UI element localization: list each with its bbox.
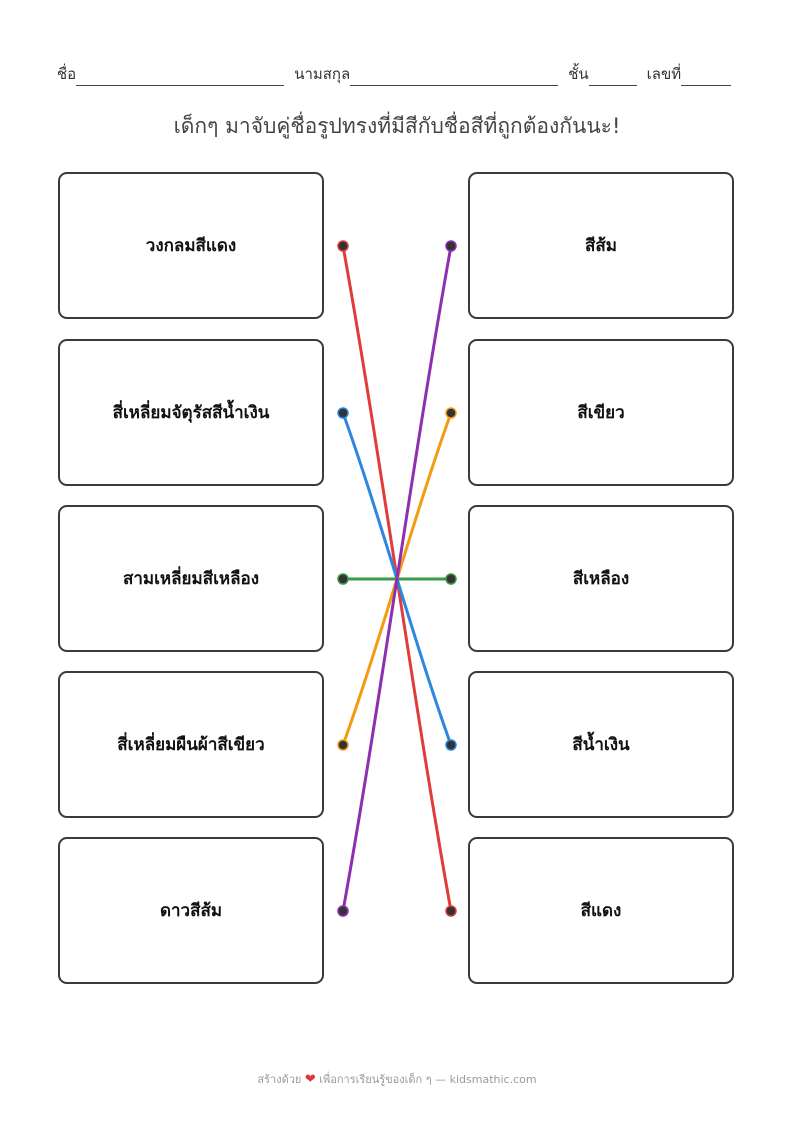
right-anchor-dot-5[interactable] xyxy=(446,241,456,251)
surname-label: นามสกุล xyxy=(294,65,351,83)
class-label: ชั้น xyxy=(568,65,589,83)
left-card-label: ดาวสีส้ม xyxy=(159,901,223,921)
left-anchor-dot-1[interactable] xyxy=(338,241,348,251)
left-card-label: สี่เหลี่ยมจัตุรัสสีน้ำเงิน xyxy=(112,403,270,423)
footer xyxy=(0,1070,794,1088)
left-anchor-dot-3[interactable] xyxy=(338,574,348,584)
right-card-label: สีเขียว xyxy=(577,403,625,423)
left-anchor-dot-5[interactable] xyxy=(338,906,348,916)
right-card-label: สีส้ม xyxy=(585,236,617,256)
right-card-label: สีแดง xyxy=(580,901,622,921)
left-card-label: สามเหลี่ยมสีเหลือง xyxy=(122,569,260,589)
left-card-label: วงกลมสีแดง xyxy=(145,236,237,256)
left-anchor-dot-4[interactable] xyxy=(338,740,348,750)
footer-suffix: เพื่อการเรียนรู้ของเด็ก ๆ — kidsmathic.com xyxy=(319,1073,537,1086)
number-label: เลขที่ xyxy=(646,65,682,83)
right-anchor-dot-1[interactable] xyxy=(446,906,456,916)
heart-icon: ❤ xyxy=(304,1072,316,1087)
right-anchor-dot-4[interactable] xyxy=(446,408,456,418)
right-card-label: สีเหลือง xyxy=(572,569,630,589)
right-anchor-dot-2[interactable] xyxy=(446,740,456,750)
right-anchor-dot-3[interactable] xyxy=(446,574,456,584)
left-anchor-dot-2[interactable] xyxy=(338,408,348,418)
name-label: ชื่อ xyxy=(57,65,77,83)
left-card-label: สี่เหลี่ยมผืนผ้าสีเขียว xyxy=(117,735,265,755)
footer-prefix: สร้างด้วย xyxy=(257,1073,302,1086)
worksheet-title: เด็กๆ มาจับคู่ชื่อรูปทรงที่มีสีกับชื่อสีที่ถูกต้องกันนะ! xyxy=(173,114,621,138)
right-card-label: สีน้ำเงิน xyxy=(572,735,630,755)
